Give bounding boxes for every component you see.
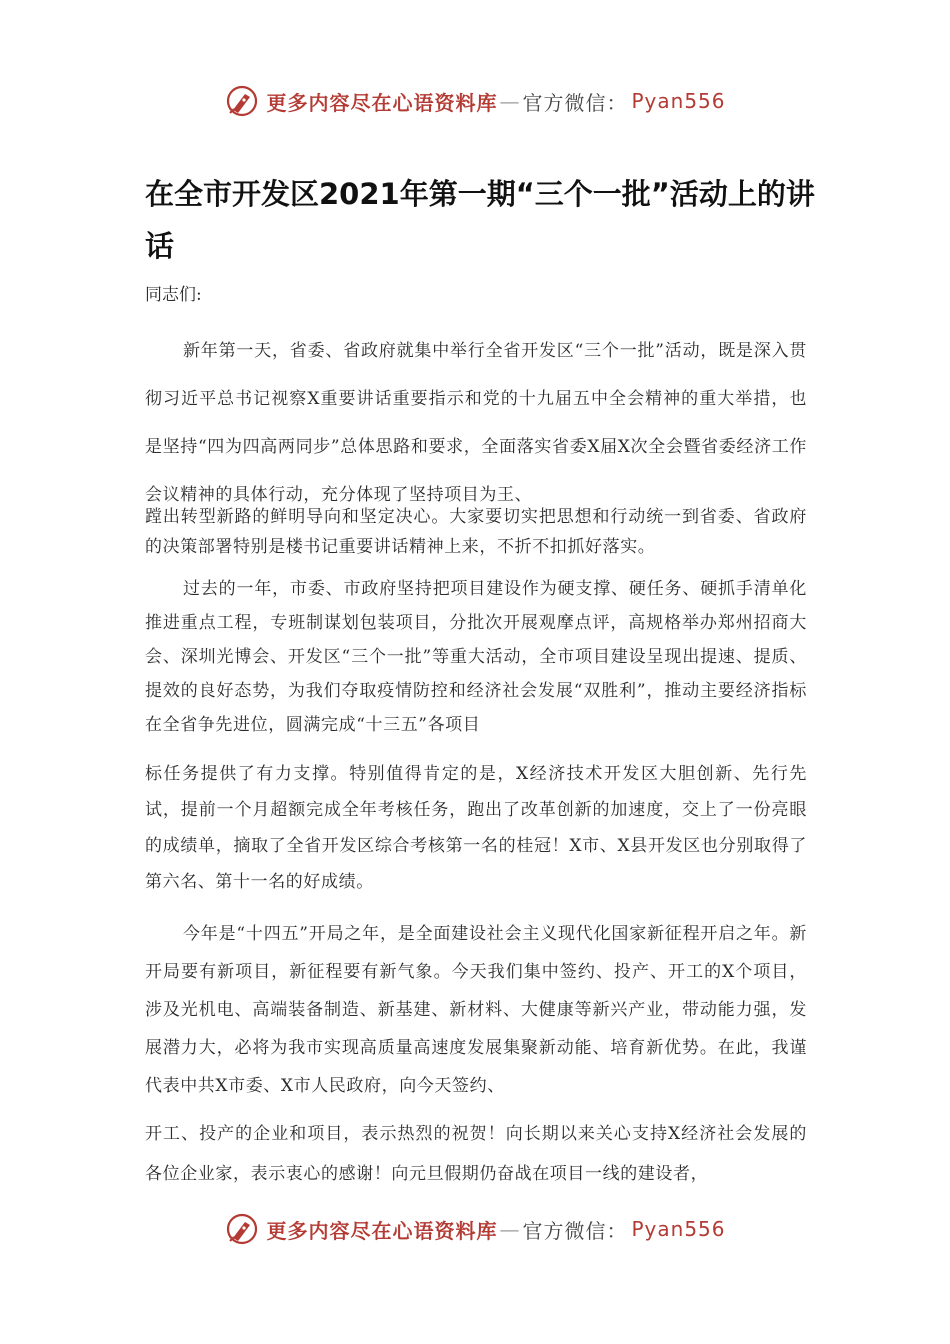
paragraph-3-continued: 开工、投产的企业和项目，表示热烈的祝贺！向长期以来关心支持X经济社会发展的各位企业家，表示衷心的感谢！向元旦假期仍奋战在项目一线的建设者， <box>145 1124 807 1184</box>
wechat-id: Pyan556 <box>631 1217 726 1241</box>
pen-nib-logo-icon <box>224 83 260 119</box>
document-title: 在全市开发区2021年第一期“三个一批”活动上的讲话 <box>145 177 815 263</box>
brand-text: 更多内容尽在心语资料库 <box>266 90 498 115</box>
salutation: 同志们: <box>145 285 202 305</box>
paragraph-2-continued: 标任务提供了有力支撑。特别值得肯定的是，X经济技术开发区大胆创新、先行先试，提前一个月超额完成全年考核任务，跑出了改革创新的加速度，交上了一份亮眼的成绩单，摘取了全省开发区综合考核第一名的桂冠！X市、X县开发区也分别取得了第六名、第十一名的好成绩。 <box>145 764 807 892</box>
pen-nib-logo-icon <box>224 1211 260 1247</box>
header-banner <box>0 79 950 123</box>
footer-banner <box>0 1207 950 1251</box>
paragraph-2: 过去的一年，市委、市政府坚持把项目建设作为硬支撑、硬任务、硬抓手清单化推进重点工程，专班制谋划包装项目，分批次开展观摩点评，高规格举办郑州招商大会、深圳光博会、开发区“三个一批”等重大活动，全市项目建设呈现出提速、提质、提效的良好态势，为我们夺取疫情防控和经济社会发展“双胜利”，推动主要经济指标在全省争先进位，圆满完成“十三五”各项目 <box>145 579 807 735</box>
paragraph-1: 新年第一天，省委、省政府就集中举行全省开发区“三个一批”活动，既是深入贯彻习近平总书记视察X重要讲话重要指示和党的十九届五中全会精神的重大举措，也是坚持“四为四高两同步”总体思路和要求，全面落实省委X届X次全会暨省委经济工作会议精神的具体行动，充分体现了坚持项目为王、 <box>145 341 807 505</box>
wechat-id: Pyan556 <box>631 89 726 113</box>
banner-separator: — <box>499 1217 521 1241</box>
banner-separator: — <box>499 89 521 113</box>
paragraph-1-continued: 蹚出转型新路的鲜明导向和坚定决心。大家要切实把思想和行动统一到省委、省政府的决策部署特别是楼书记重要讲话精神上来，不折不扣抓好落实。 <box>145 507 807 557</box>
paragraph-3: 今年是“十四五”开局之年，是全面建设社会主义现代化国家新征程开启之年。新开局要有新项目，新征程要有新气象。今天我们集中签约、投产、开工的X个项目，涉及光机电、高端装备制造、新基建、新材料、大健康等新兴产业，带动能力强，发展潜力大，必将为我市实现高质量高速度发展集聚新动能、培育新优势。在此，我谨代表中共X市委、X市人民政府，向今天签约、 <box>145 924 807 1096</box>
wechat-label: 官方微信： <box>522 1218 628 1243</box>
wechat-label: 官方微信： <box>522 90 628 115</box>
brand-text: 更多内容尽在心语资料库 <box>266 1218 498 1243</box>
